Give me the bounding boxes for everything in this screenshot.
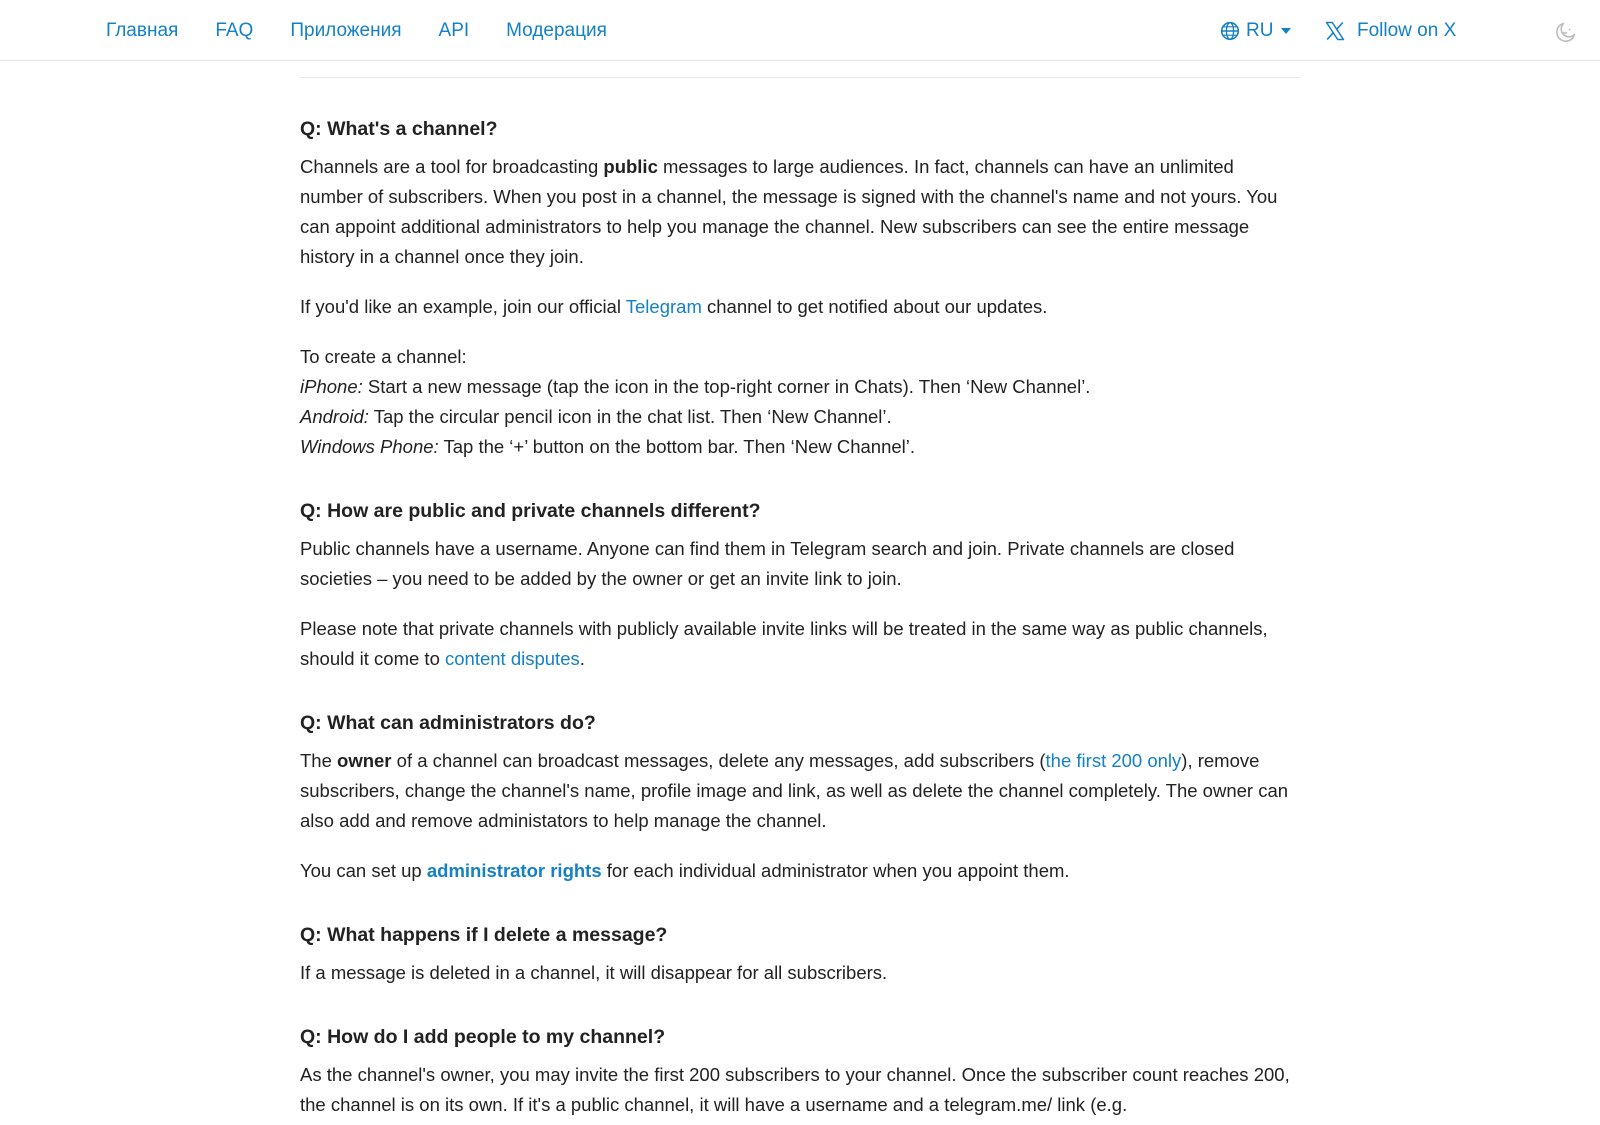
nav-apps-link[interactable]: Приложения (290, 20, 402, 41)
top-navbar (0, 0, 1600, 61)
faq-answer-paragraph: The owner of a channel can broadcast messages, delete any messages, add subscribers (the first 200 only), remove subscribers, change the channel's name, profile image and link, as well as delete the channel completely. The owner can also add and remove administators to help manage the channel. (300, 750, 1289, 831)
nav-moderation-link[interactable]: Модерация (506, 20, 607, 41)
language-label: RU (1246, 20, 1274, 41)
nav-home-link[interactable]: Главная (106, 20, 179, 41)
administrator-rights-link[interactable]: administrator rights (426, 860, 602, 881)
follow-on-x-link[interactable] (1325, 18, 1456, 44)
faq-content (300, 77, 1300, 1120)
faq-answer-paragraph: Please note that private channels with publicly available invite links will be treated in the same way as public channels, should it come to content disputes. (300, 618, 1268, 669)
language-selector[interactable] (1220, 18, 1291, 44)
faq-question-whats-a-channel: Q: What's a channel? (300, 118, 498, 140)
faq-answer-paragraph: If you'd like an example, join our official Telegram channel to get notified about our updates. (300, 296, 1048, 317)
globe-icon (1220, 21, 1240, 41)
faq-question-add-people: Q: How do I add people to my channel? (300, 1026, 666, 1048)
faq-answer-paragraph: Channels are a tool for broadcasting public messages to large audiences. In fact, channels can have an unlimited number of subscribers. When you post in a channel, the message is signed with the channel's name and not yours. You can appoint additional administrators to help you manage the channel. New subscribers can see the entire message history in a channel once they join. (300, 156, 1278, 267)
follow-label: Follow on X (1357, 20, 1457, 41)
faq-question-administrators: Q: What can administrators do? (300, 712, 596, 734)
x-logo-icon (1325, 21, 1345, 41)
chevron-down-icon (1281, 28, 1291, 34)
faq-answer-paragraph: You can set up administrator rights for each individual administrator when you appoint them. (300, 860, 1070, 881)
create-channel-instructions: To create a channel: iPhone: Start a new message (tap the icon in the top-right corner in Chats). Then ‘New Channel’. Android: Tap the circular pencil icon in the chat list. Then ‘New Channel’. Windows Phone: Tap the ‘+’ button on the bottom bar. Then ‘New Channel’. (300, 346, 1091, 457)
section-divider (300, 77, 1300, 78)
nav-api-link[interactable]: API (438, 20, 470, 41)
first-200-only-link[interactable]: the first 200 only (1045, 750, 1182, 771)
night-mode-toggle-icon[interactable] (1554, 20, 1578, 44)
faq-answer-paragraph: Public channels have a username. Anyone can find them in Telegram search and join. Private channels are closed societies – you need to be added by the owner or get an invite link to join. (300, 538, 1235, 589)
nav-faq-link[interactable]: FAQ (215, 20, 254, 41)
telegram-channel-link[interactable]: Telegram (625, 296, 702, 317)
faq-answer-paragraph: As the channel's owner, you may invite the first 200 subscribers to your channel. Once the subscriber count reaches 200, the channel is on its own. If it's a public channel, it will have a username and a telegram.me/ link (e.g. (300, 1064, 1290, 1115)
faq-question-delete-message: Q: What happens if I delete a message? (300, 924, 668, 946)
content-disputes-link[interactable]: content disputes (445, 648, 580, 669)
faq-question-public-private: Q: How are public and private channels different? (300, 500, 761, 522)
faq-answer-paragraph: If a message is deleted in a channel, it will disappear for all subscribers. (300, 962, 888, 983)
main-nav (106, 18, 644, 44)
